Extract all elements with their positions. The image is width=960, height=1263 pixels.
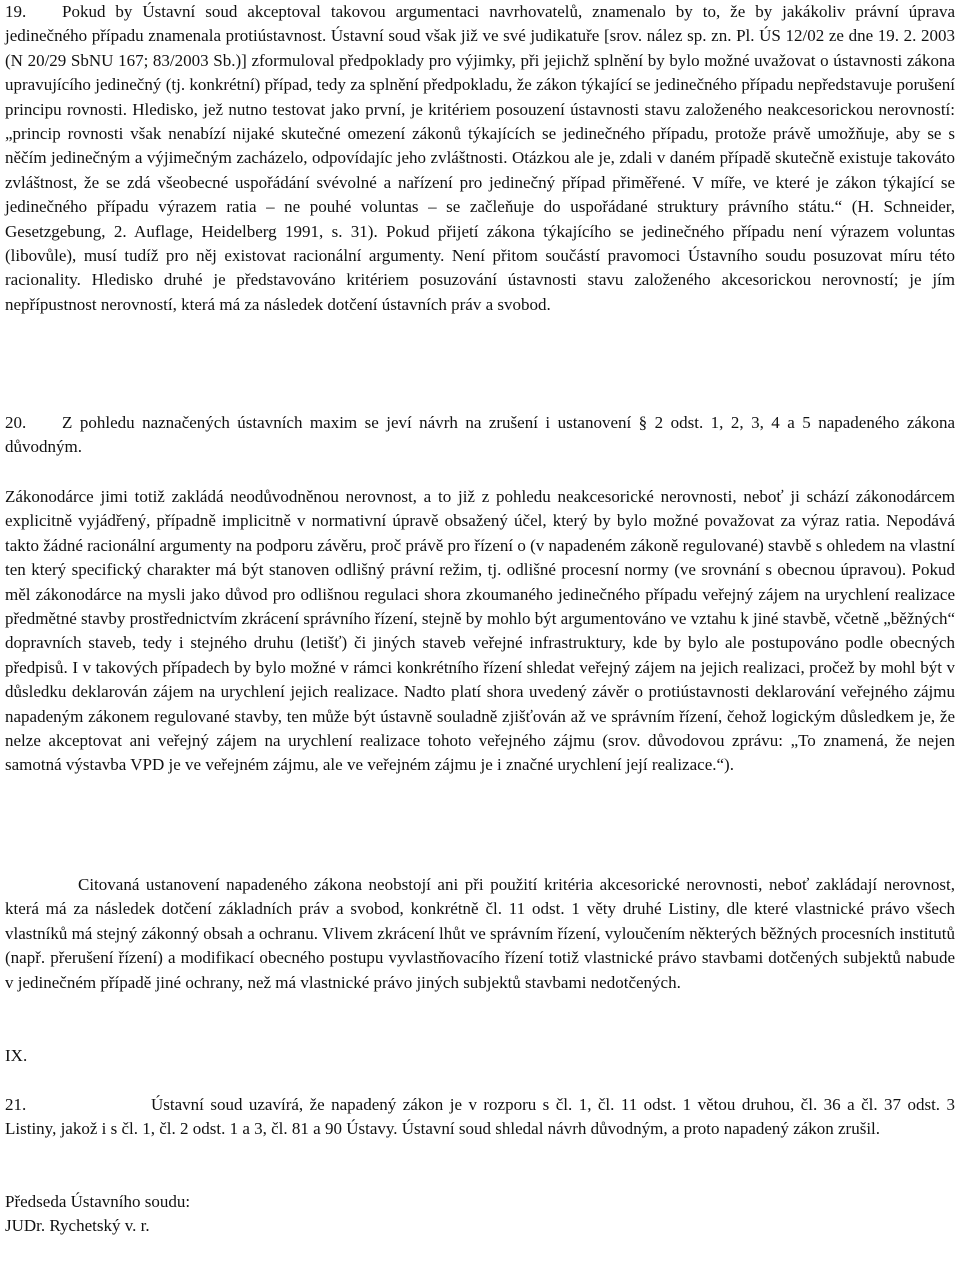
paragraph-number: 20. (5, 413, 27, 432)
paragraph-number: 21. (5, 1095, 27, 1114)
paragraph-number: 19. (5, 2, 27, 21)
paragraph-text: Pokud by Ústavní soud akceptoval takovou argumentaci navrhovatelů, znamenalo by to, že by jakákoliv právní úprava jedinečného případu znamenala protiústavnost. Ústavní soud však již ve své judikatuře [srov. nález sp. zn. Pl. ÚS 12/02 ze dne 19. 2. 2003 (N 20/29 SbNU 167; 83/2003 Sb.)] zformuloval předpoklady pro výjimky, při jejichž splnění by bylo možné uvažovat o ústavnosti zákona upravujícího jedinečný (tj. konkrétní) případ, tedy za splnění předpokladu, že zákon týkající se jedinečného případu nepředstavuje porušení principu rovnosti. Hledisko, jež nutno testovat jako první, je kritériem posouzení ústavnosti stavu založeného neakcesorickou nerovností: „princip rovnosti však nenabízí nijaké skutečné omezení zákonů týkajících se jedinečného případu, protože právě umožňuje, aby se s něčím jedinečným a výjimečným zacházelo, odpovídajíc jeho zvláštnosti. Otázkou ale je, zdali v daném případě skutečně existuje takováto zvláštnost, že se zdá všeobecné uspořádání svévolné a nařízení pro jedinečný případ přiměřené. V míře, ve které je zákon týkající se jedinečného případu výrazem ratia – ne pouhé voluntas – se začleňuje do uspořádané struktury právního státu.“ (H. Schneider, Gesetzgebung, 2. Auflage, Heidelberg 1991, s. 31). Pokud přijetí zákona týkajícího se jedinečného případu není výrazem voluntas (libovůle), musí tudíž pro něj existovat racionální argumenty. Není přitom součástí pravomoci Ústavního soudu posuzovat míru této racionality. Hledisko druhé je představováno kritériem posuzování ústavnosti stavu založeného akcesorickou nerovností; je jím nepřípustnost nerovností, která má za následek dotčení ústavních práv a svobod. (5, 2, 955, 314)
paragraph-20-closing: Citovaná ustanovení napadeného zákona neobstojí ani při použití kritéria akcesorické nerovnosti, neboť zakládají nerovnost, která má za následek dotčení základních práv a svobod, konkrétně čl. 11 odst. 1 věty druhé Listiny, dle které vlastnické právo všech vlastníků má stejný zákonný obsah a ochranu. Vlivem zkrácení lhůt ve správním řízení, vyloučením některých běžných procesních institutů (např. přerušení řízení) a modifikací obecného postupu vyvlastňovacího řízení totiž vlastnické právo stavbami dotčených subjektů nabude v jedinečném případě jiné ochrany, než má vlastnické právo jiných subjektů stavbami nedotčených. (5, 875, 955, 992)
signature-name: JUDr. Rychetský v. r. (5, 1216, 150, 1235)
paragraph-20 (5, 411, 955, 460)
paragraph-text: Z pohledu naznačených ústavních maxim se jeví návrh na zrušení i ustanovení § 2 odst. 1, 2, 3, 4 a 5 napadeného zákona důvodným. (5, 413, 955, 457)
paragraph-19 (5, 0, 955, 317)
paragraph-20-continued: Zákonodárce jimi totiž zakládá neodůvodněnou nerovnost, a to již z pohledu neakcesorické nerovnosti, neboť ji schází zákonodárcem explicitně vyjádřený, případně implicitně v normativní úpravě obsažený účel, který by bylo možné považovat za výraz ratia. Nepodává takto žádné racionální argumenty na podporu závěru, proč právě pro řízení o (v napadeném zákoně regulované) stavbě s ohledem na vlastní ten který specifický charakter má být stanoven odlišný právní režim, tj. odlišné procesní normy (ve srovnání s obecnou úpravou). Pokud měl zákonodárce na mysli jako důvod pro odlišnou regulaci shora zkoumaného jedinečného případu veřejný zájem na urychlení realizace předmětné stavby prostřednictvím zkrácení správního řízení, stejně by mohlo být argumentováno ve vztahu k jiné stavbě, včetně „běžných“ dopravních staveb, tedy i stejného druhu (letišť) či jiných staveb veřejné infrastruktury, kde by bylo ale postupováno podle obecných předpisů. I v takových případech by bylo možné v rámci konkrétního řízení shledat veřejný zájem na jejich realizaci, pročež by mohl být v důsledku deklarován zájem na urychlení jejich realizace. Nadto platí shora uvedený závěr o protiústavnosti deklarování veřejného zájmu napadeným zákonem regulované stavby, ten může být ústavně souladně zjišťován až ve správním řízení, čehož logickým důsledkem je, že nelze akceptovat ani veřejný zájem na urychlení realizace tohoto veřejného zájmu (srov. důvodovou zprávu: „To znamená, že nejen samotná výstavba VPD je ve veřejném zájmu, ale ve veřejném zájmu je i značné urychlení její realizace.“). (5, 487, 955, 775)
paragraph-text: Ústavní soud uzavírá, že napadený zákon je v rozporu s čl. 1, čl. 11 odst. 1 větou druhou, čl. 36 a čl. 37 odst. 3 Listiny, jakož i s čl. 1, čl. 2 odst. 1 a 3, čl. 81 a 90 Ústavy. Ústavní soud shledal návrh důvodným, a proto napadený zákon zrušil. (5, 1095, 955, 1139)
section-heading: IX. (5, 1046, 28, 1065)
paragraph-21 (5, 1093, 955, 1142)
signature-role: Předseda Ústavního soudu: (5, 1192, 191, 1211)
